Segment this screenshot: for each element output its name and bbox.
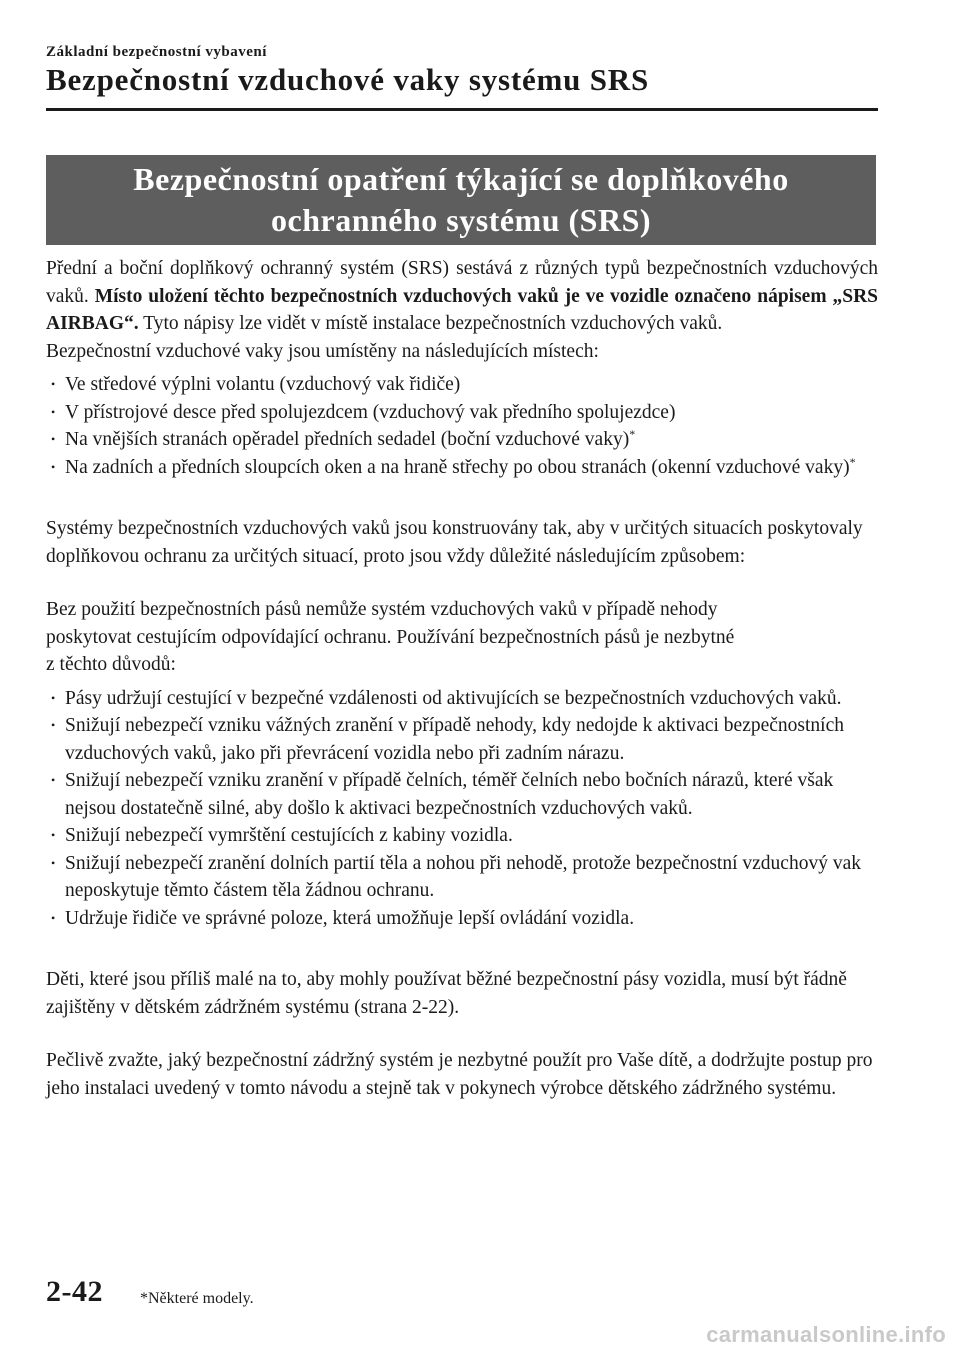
intro-text-end: Tyto nápisy lze vidět v místě instalace bezpečnostních vzduchových vaků. [138,313,723,334]
locations-intro: Bezpečnostní vzduchové vaky jsou umístěny na následujících místech: [46,340,599,362]
list-item: • Udržuje řidiče ve správné poloze, která umožňuje lepší ovládání vozidla. [46,905,878,933]
list-item: • Ve středové výplni volantu (vzduchový vak řidiče) [46,371,878,399]
watermark: carmanualsonline.info [706,1322,946,1347]
list-item: • Na zadních a předních sloupcích oken a na hraně střechy po obou stranách (okenní vzduchové vaky)* [46,454,878,482]
list-item: • Snižují nebezpečí vzniku zranění v případě čelních, téměř čelních nebo bočních nárazů, které však nejsou dostatečně silné, aby došlo k aktivaci bezpečnostních vzduchových vaků. [46,767,878,822]
banner-line-1: Bezpečnostní opatření týkající se doplňkového [133,161,789,197]
section-banner [46,155,876,245]
body-content [46,255,878,1102]
intro-bold-text: Místo uložení těchto bezpečnostních vzduchových vaků je ve vozidle označeno nápisem „SRS AIRBAG“. [46,285,879,334]
footnote-mark: * [629,427,636,441]
banner-line-2: ochranného systému (SRS) [270,202,652,238]
footnote-mark: * [849,454,856,469]
list-item: • Snižují nebezpečí vzniku vážných zranění v případě nehody, kdy nedojde k aktivaci bezpečnostních vzduchových vaků, jako při převrácení vozidla nebo při zadním nárazu. [46,712,878,767]
locations-list [46,371,878,481]
list-item: • Pásy udržují cestující v bezpečné vzdálenosti od aktivujících se bezpečnostních vzduchových vaků. [46,685,878,713]
list-item: • Snižují nebezpečí zranění dolních partií těla a nohou při nehodě, protože bezpečnostní vzduchový vak neposkytuje těmto částem těla žádnou ochranu. [46,850,878,905]
intro-paragraph [46,255,878,338]
list-item: • Snižují nebezpečí vymrštění cestujících z kabiny vozidla. [46,822,878,850]
reasons-list [46,685,878,933]
section-label: Základní bezpečnostní vybavení [46,44,267,60]
intro-text: Přední a boční doplňkový ochranný systém (SRS) sestává z různých typů bezpečnostních vzduchových vaků. [46,258,878,307]
page-number: 2-42 [46,1275,103,1308]
systems-paragraph: Systémy bezpečnostních vzduchových vaků jsou konstruovány tak, aby v určitých situacích poskytovaly doplňkovou ochranu za určitých situací, proto jsou vždy důležité následujícím způsobem: [46,518,863,567]
belts-paragraph: Bez použití bezpečnostních pásů nemůže systém vzduchových vaků v případě nehody poskytovat cestujícím odpovídající ochranu. Používání bezpečnostních pásů je nezbytné z těchto důvodů: [46,599,735,675]
children-paragraph: Děti, které jsou příliš malé na to, aby mohly používat běžné bezpečnostní pásy vozidla, musí být řádně zajištěny v dětském zádržném systému (strana 2-22). [46,969,847,1018]
header-divider [46,108,878,111]
page-title: Bezpečnostní vzduchové vaky systému SRS [46,62,650,97]
list-item: • Na vnějších stranách opěradel předních sedadel (boční vzduchové vaky)* [46,426,878,454]
footnote: *Některé modely. [140,1290,254,1307]
consider-paragraph: Pečlivě zvažte, jaký bezpečnostní zádržný systém je nezbytné použít pro Vaše dítě, a dodržujte postup pro jeho instalaci uvedený v tomto návodu a stejně tak v pokynech výrobce dětského zádržného systému. [46,1050,873,1099]
list-item: • V přístrojové desce před spolujezdcem (vzduchový vak předního spolujezdce) [46,399,878,427]
